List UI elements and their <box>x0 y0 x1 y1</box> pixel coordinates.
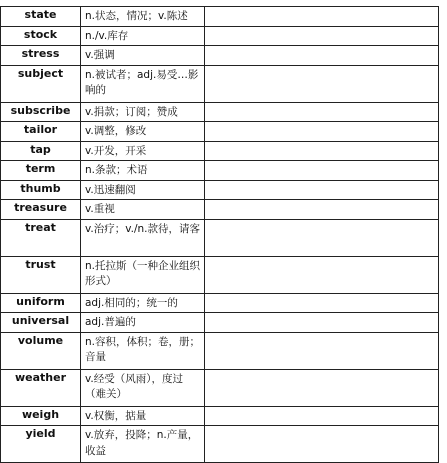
table-row <box>1 293 439 313</box>
table-row <box>1 161 439 181</box>
empty-cell <box>205 406 439 426</box>
word-cell: weigh <box>1 406 81 426</box>
definition-cell: v.治疗；v./n.款待，请客 <box>81 219 205 256</box>
word-cell: volume <box>1 332 81 369</box>
word-cell: treat <box>1 219 81 256</box>
word-cell: stress <box>1 46 81 66</box>
table-row <box>1 141 439 161</box>
word-cell: weather <box>1 369 81 406</box>
empty-cell <box>205 332 439 369</box>
table-row <box>1 46 439 66</box>
definition-cell: n.被试者；adj.易受…影响的 <box>81 65 205 102</box>
definition-cell: v.权衡，掂量 <box>81 406 205 426</box>
definition-cell: n.容积，体积；卷，册；音量 <box>81 332 205 369</box>
table-row <box>1 26 439 46</box>
table-row <box>1 313 439 333</box>
definition-cell: v.迅速翻阅 <box>81 180 205 200</box>
definition-cell: n.条款；术语 <box>81 161 205 181</box>
word-cell: thumb <box>1 180 81 200</box>
word-cell: subject <box>1 65 81 102</box>
word-cell: state <box>1 7 81 27</box>
definition-cell: v.开发，开采 <box>81 141 205 161</box>
word-cell: tap <box>1 141 81 161</box>
word-cell: subscribe <box>1 102 81 122</box>
word-cell: stock <box>1 26 81 46</box>
empty-cell <box>205 313 439 333</box>
definition-cell: adj.相同的；统一的 <box>81 293 205 313</box>
vocabulary-table <box>0 6 439 463</box>
empty-cell <box>205 219 439 256</box>
table-row <box>1 180 439 200</box>
table-row <box>1 406 439 426</box>
empty-cell <box>205 65 439 102</box>
definition-cell: n.状态，情况；v.陈述 <box>81 7 205 27</box>
table-row <box>1 332 439 369</box>
table-row <box>1 102 439 122</box>
table-row <box>1 7 439 27</box>
empty-cell <box>205 102 439 122</box>
table-row <box>1 426 439 463</box>
definition-cell: n.托拉斯（一种企业组织形式） <box>81 256 205 293</box>
word-cell: yield <box>1 426 81 463</box>
empty-cell <box>205 369 439 406</box>
empty-cell <box>205 26 439 46</box>
word-cell: trust <box>1 256 81 293</box>
empty-cell <box>205 46 439 66</box>
word-cell: uniform <box>1 293 81 313</box>
word-cell: treasure <box>1 200 81 220</box>
word-cell: tailor <box>1 122 81 142</box>
definition-cell: v.重视 <box>81 200 205 220</box>
empty-cell <box>205 180 439 200</box>
table-row <box>1 219 439 256</box>
definition-cell: v.捐款；订阅；赞成 <box>81 102 205 122</box>
empty-cell <box>205 7 439 27</box>
definition-cell: adj.普遍的 <box>81 313 205 333</box>
table-row <box>1 122 439 142</box>
empty-cell <box>205 293 439 313</box>
table-row <box>1 369 439 406</box>
definition-cell: v.强调 <box>81 46 205 66</box>
table-row <box>1 65 439 102</box>
definition-cell: n./v.库存 <box>81 26 205 46</box>
definition-cell: v.放弃，投降；n.产量，收益 <box>81 426 205 463</box>
empty-cell <box>205 122 439 142</box>
table-row <box>1 200 439 220</box>
empty-cell <box>205 426 439 463</box>
empty-cell <box>205 161 439 181</box>
word-cell: term <box>1 161 81 181</box>
word-cell: universal <box>1 313 81 333</box>
definition-cell: v.调整，修改 <box>81 122 205 142</box>
table-row <box>1 256 439 293</box>
empty-cell <box>205 200 439 220</box>
empty-cell <box>205 256 439 293</box>
definition-cell: v.经受（风雨），度过（难关） <box>81 369 205 406</box>
empty-cell <box>205 141 439 161</box>
